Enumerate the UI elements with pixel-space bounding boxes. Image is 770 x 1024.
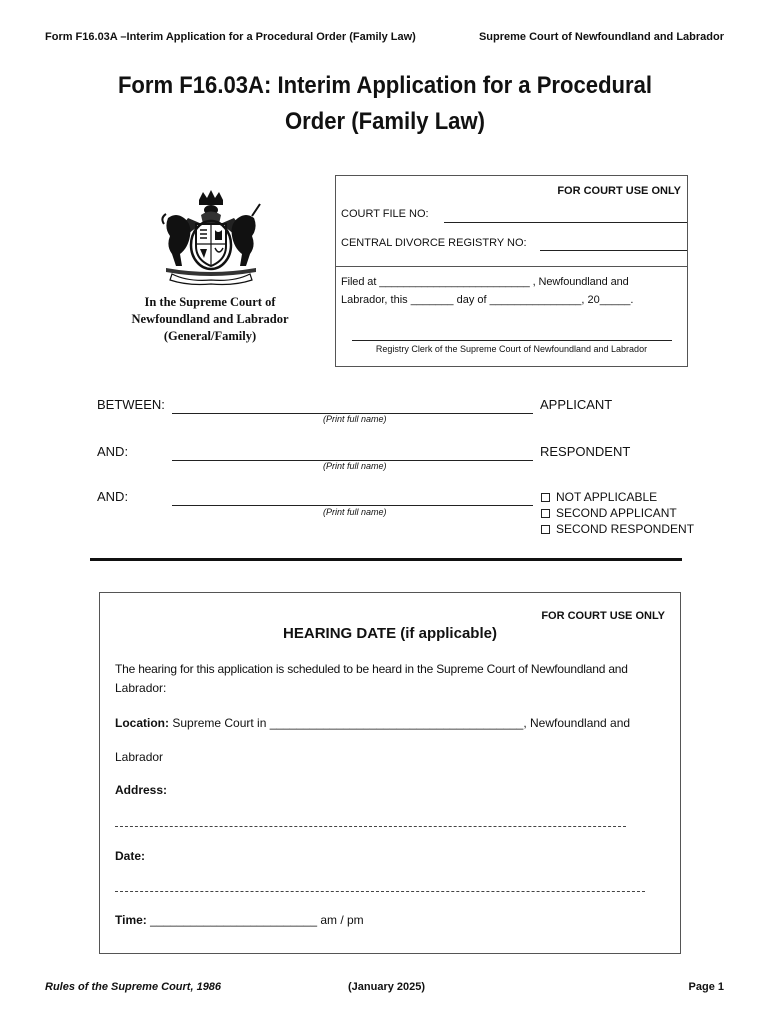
footer-rules: Rules of the Supreme Court, 1986 bbox=[45, 981, 222, 993]
header-form-title: Form F16.03A –Interim Application for a Procedural Order (Family Law) bbox=[45, 31, 416, 43]
court-caption bbox=[110, 294, 310, 345]
print-full-name-hint-3: (Print full name) bbox=[323, 507, 387, 517]
court-use-divider bbox=[336, 266, 687, 267]
court-use-heading: FOR COURT USE ONLY bbox=[557, 185, 681, 197]
third-party-name-field[interactable] bbox=[172, 504, 533, 506]
time-label: Time: bbox=[115, 913, 147, 927]
print-full-name-hint-2: (Print full name) bbox=[323, 461, 387, 471]
footer-date: (January 2025) bbox=[348, 981, 426, 993]
court-caption-line-2: Newfoundland and Labrador bbox=[131, 312, 289, 326]
address-field[interactable] bbox=[115, 826, 626, 827]
respondent-label: RESPONDENT bbox=[540, 444, 631, 459]
option-not-applicable[interactable] bbox=[541, 489, 694, 505]
section-divider bbox=[90, 558, 682, 561]
date-label: Date: bbox=[115, 849, 146, 863]
time-row bbox=[115, 911, 364, 930]
hearing-date-box bbox=[99, 592, 681, 954]
filed-at-line-2: Labrador, this _______ day of _______________, 20_____. bbox=[341, 294, 634, 306]
option-label: SECOND RESPONDENT bbox=[556, 522, 695, 536]
page-title bbox=[31, 68, 739, 140]
footer-page-number: Page 1 bbox=[688, 981, 724, 993]
option-label: NOT APPLICABLE bbox=[556, 490, 658, 504]
location-label: Location: bbox=[115, 716, 169, 730]
location-line-2: Labrador bbox=[115, 750, 164, 764]
hearing-court-use-heading: FOR COURT USE ONLY bbox=[541, 610, 665, 622]
central-divorce-field[interactable] bbox=[540, 249, 687, 251]
option-second-respondent[interactable] bbox=[541, 521, 694, 537]
address-label: Address: bbox=[115, 783, 168, 797]
print-full-name-hint-1: (Print full name) bbox=[323, 414, 387, 424]
filed-at-line-1: Filed at _________________________ , Newfoundland and bbox=[341, 276, 629, 288]
court-use-box bbox=[335, 175, 688, 367]
court-file-no-label: COURT FILE NO: bbox=[341, 208, 429, 220]
and-label-1: AND: bbox=[97, 444, 129, 459]
location-text[interactable]: Supreme Court in ______________________________________, Newfoundland and bbox=[172, 716, 631, 730]
hearing-heading: HEARING DATE (if applicable) bbox=[283, 625, 497, 642]
option-second-applicant[interactable] bbox=[541, 505, 694, 521]
time-field[interactable]: _________________________ am / pm bbox=[150, 913, 364, 927]
central-divorce-label: CENTRAL DIVORCE REGISTRY NO: bbox=[341, 237, 527, 249]
between-label: BETWEEN: bbox=[97, 397, 165, 412]
registry-clerk-label: Registry Clerk of the Supreme Court of Newfoundland and Labrador bbox=[375, 344, 648, 354]
checkbox[interactable] bbox=[541, 525, 550, 534]
page-title-line-2: Order (Family Law) bbox=[284, 108, 485, 135]
applicant-label: APPLICANT bbox=[540, 397, 613, 412]
checkbox[interactable] bbox=[541, 509, 550, 518]
party-role-options bbox=[541, 489, 694, 537]
hearing-intro-line-1: The hearing for this application is scheduled to be heard in the Supreme Court of Newfoundland and bbox=[115, 662, 628, 676]
registry-clerk-signature-line[interactable] bbox=[352, 339, 672, 341]
checkbox[interactable] bbox=[541, 493, 550, 502]
court-file-no-field[interactable] bbox=[444, 221, 687, 223]
location-row bbox=[115, 714, 630, 733]
court-caption-line-1: In the Supreme Court of bbox=[144, 295, 276, 309]
page-title-line-1: Form F16.03A: Interim Application for a Procedural bbox=[117, 72, 653, 99]
hearing-intro-line-2: Labrador: bbox=[115, 681, 167, 695]
date-field[interactable] bbox=[115, 891, 645, 892]
header-court-name: Supreme Court of Newfoundland and Labrador bbox=[478, 31, 724, 43]
court-caption-line-3: (General/Family) bbox=[163, 329, 257, 343]
coat-of-arms-icon bbox=[158, 188, 264, 291]
option-label: SECOND APPLICANT bbox=[556, 506, 677, 520]
and-label-2: AND: bbox=[97, 489, 129, 504]
